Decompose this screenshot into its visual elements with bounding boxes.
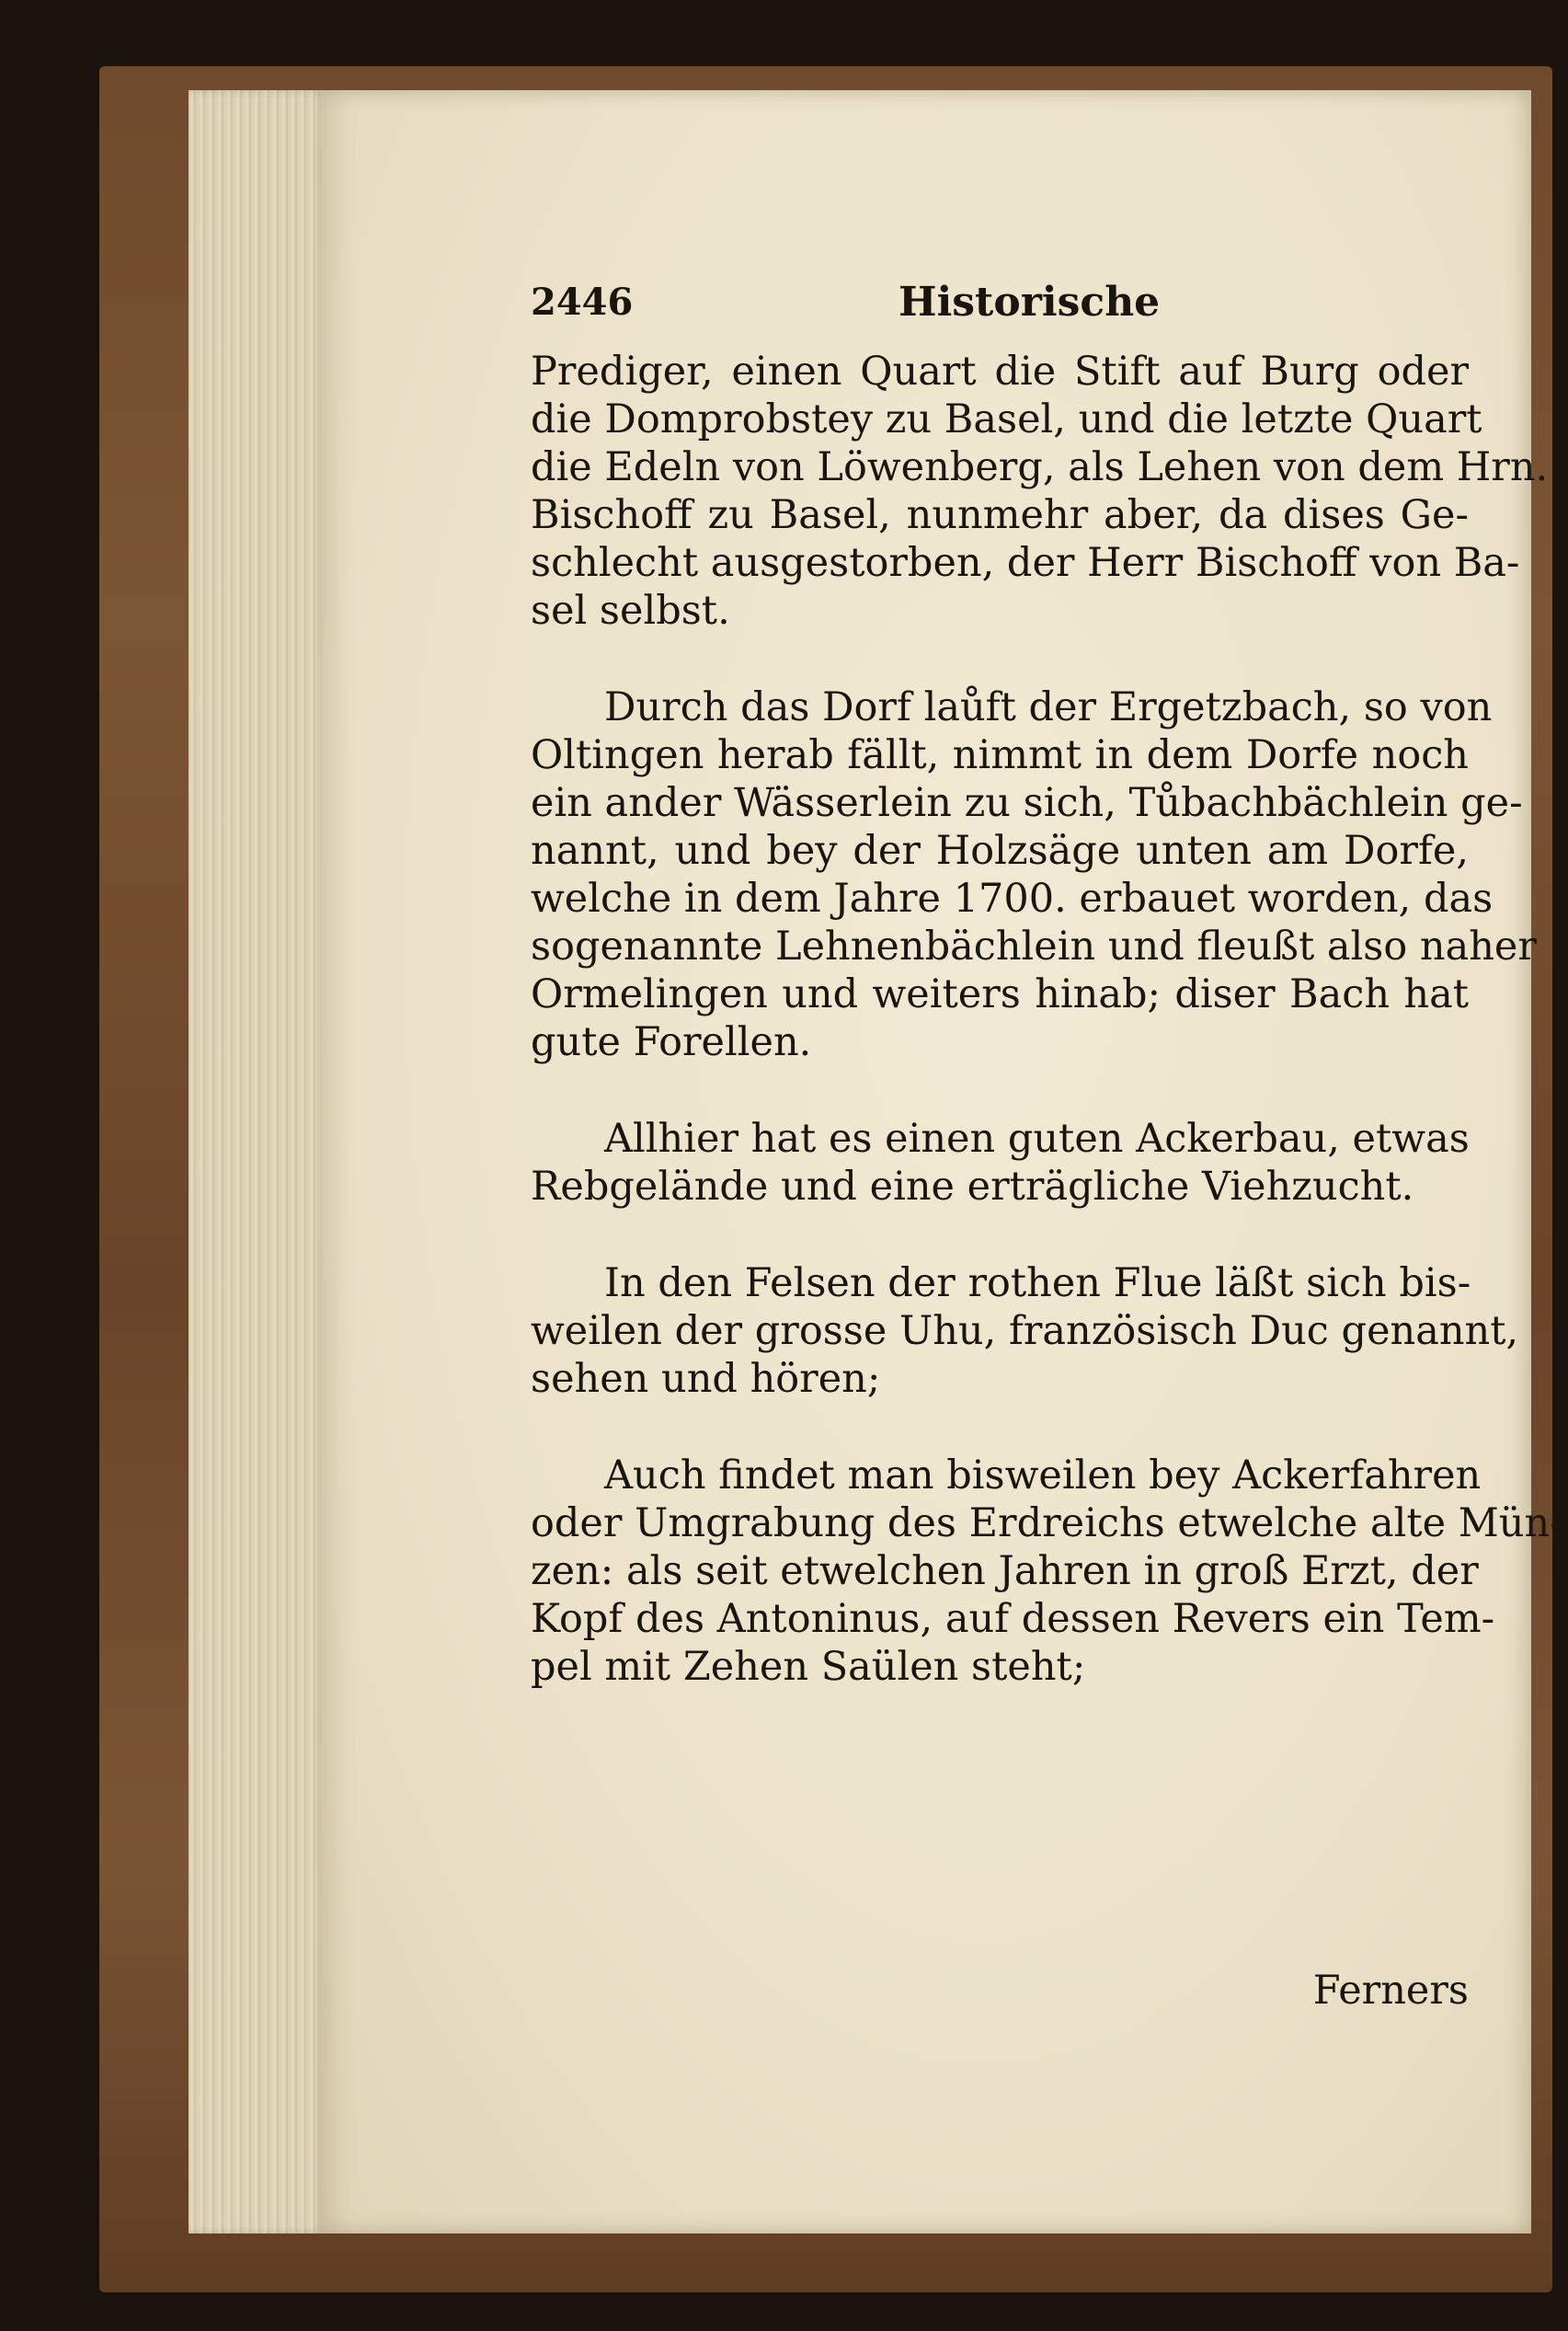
text-line: schlecht ausgestorben, der Herr Bischoff von Ba-	[531, 540, 1520, 586]
text-line: Rebgelände und eine erträgliche Viehzucht.	[531, 1164, 1414, 1210]
text-line: pel mit Zehen Saülen steht;	[531, 1644, 1086, 1690]
text-line: sehen und hören;	[531, 1356, 881, 1402]
text-line: Durch das Dorf laůft der Ergetzbach, so von	[604, 684, 1493, 730]
text-line: In den Felsen der rothen Flue läßt sich bis-	[604, 1260, 1471, 1306]
text-line: gute Forellen.	[531, 1019, 812, 1065]
paragraph-4	[531, 1259, 1519, 1403]
text-line: oder Umgrabung des Erdreichs etwelche alte Mün-	[531, 1500, 1563, 1546]
text-line: Prediger, einen Quart die Stift auf Burg oder	[531, 349, 1469, 395]
text-line: weilen der grosse Uhu, französisch Duc genannt,	[531, 1308, 1519, 1354]
paragraph-3	[531, 1115, 1469, 1211]
text-line: sel selbst.	[531, 588, 730, 634]
text-line: Auch findet man bisweilen bey Ackerfahren	[604, 1453, 1482, 1498]
paragraph-5	[531, 1452, 1563, 1691]
running-head	[531, 279, 1469, 334]
text-line: ein ander Wässerlein zu sich, Tůbachbächlein ge-	[531, 780, 1523, 826]
text-line: welche in dem Jahre 1700. erbauet worden, das	[531, 876, 1494, 922]
text-line: Bischoff zu Basel, nunmehr aber, da dises Ge-	[531, 492, 1469, 538]
text-line: sogenannte Lehnenbächlein und fleußt also naher	[531, 924, 1537, 970]
catchword: Ferners	[1312, 1968, 1469, 2014]
text-line: nannt, und bey der Holzsäge unten am Dorfe,	[531, 828, 1469, 874]
text-line: Allhier hat es einen guten Ackerbau, etwas	[604, 1116, 1470, 1162]
body-text	[531, 348, 1563, 1740]
page-number: 2446	[531, 281, 634, 324]
paragraph-1	[531, 348, 1549, 635]
text-line: die Domprobstey zu Basel, und die letzte Quart	[531, 396, 1482, 442]
text-line: Kopf des Antoninus, auf dessen Revers ein Tem-	[531, 1596, 1495, 1642]
text-line: Oltingen herab fällt, nimmt in dem Dorfe noch	[531, 732, 1469, 778]
paragraph-2	[531, 683, 1537, 1066]
text-line: Ormelingen und weiters hinab; diser Bach hat	[531, 971, 1469, 1017]
page-heading: Historische	[898, 279, 1161, 326]
text-line: zen: als seit etwelchen Jahren in groß Erzt, der	[531, 1548, 1479, 1594]
book-page	[317, 90, 1563, 2233]
text-line: die Edeln von Löwenberg, als Lehen von dem Hrn.	[531, 444, 1549, 490]
